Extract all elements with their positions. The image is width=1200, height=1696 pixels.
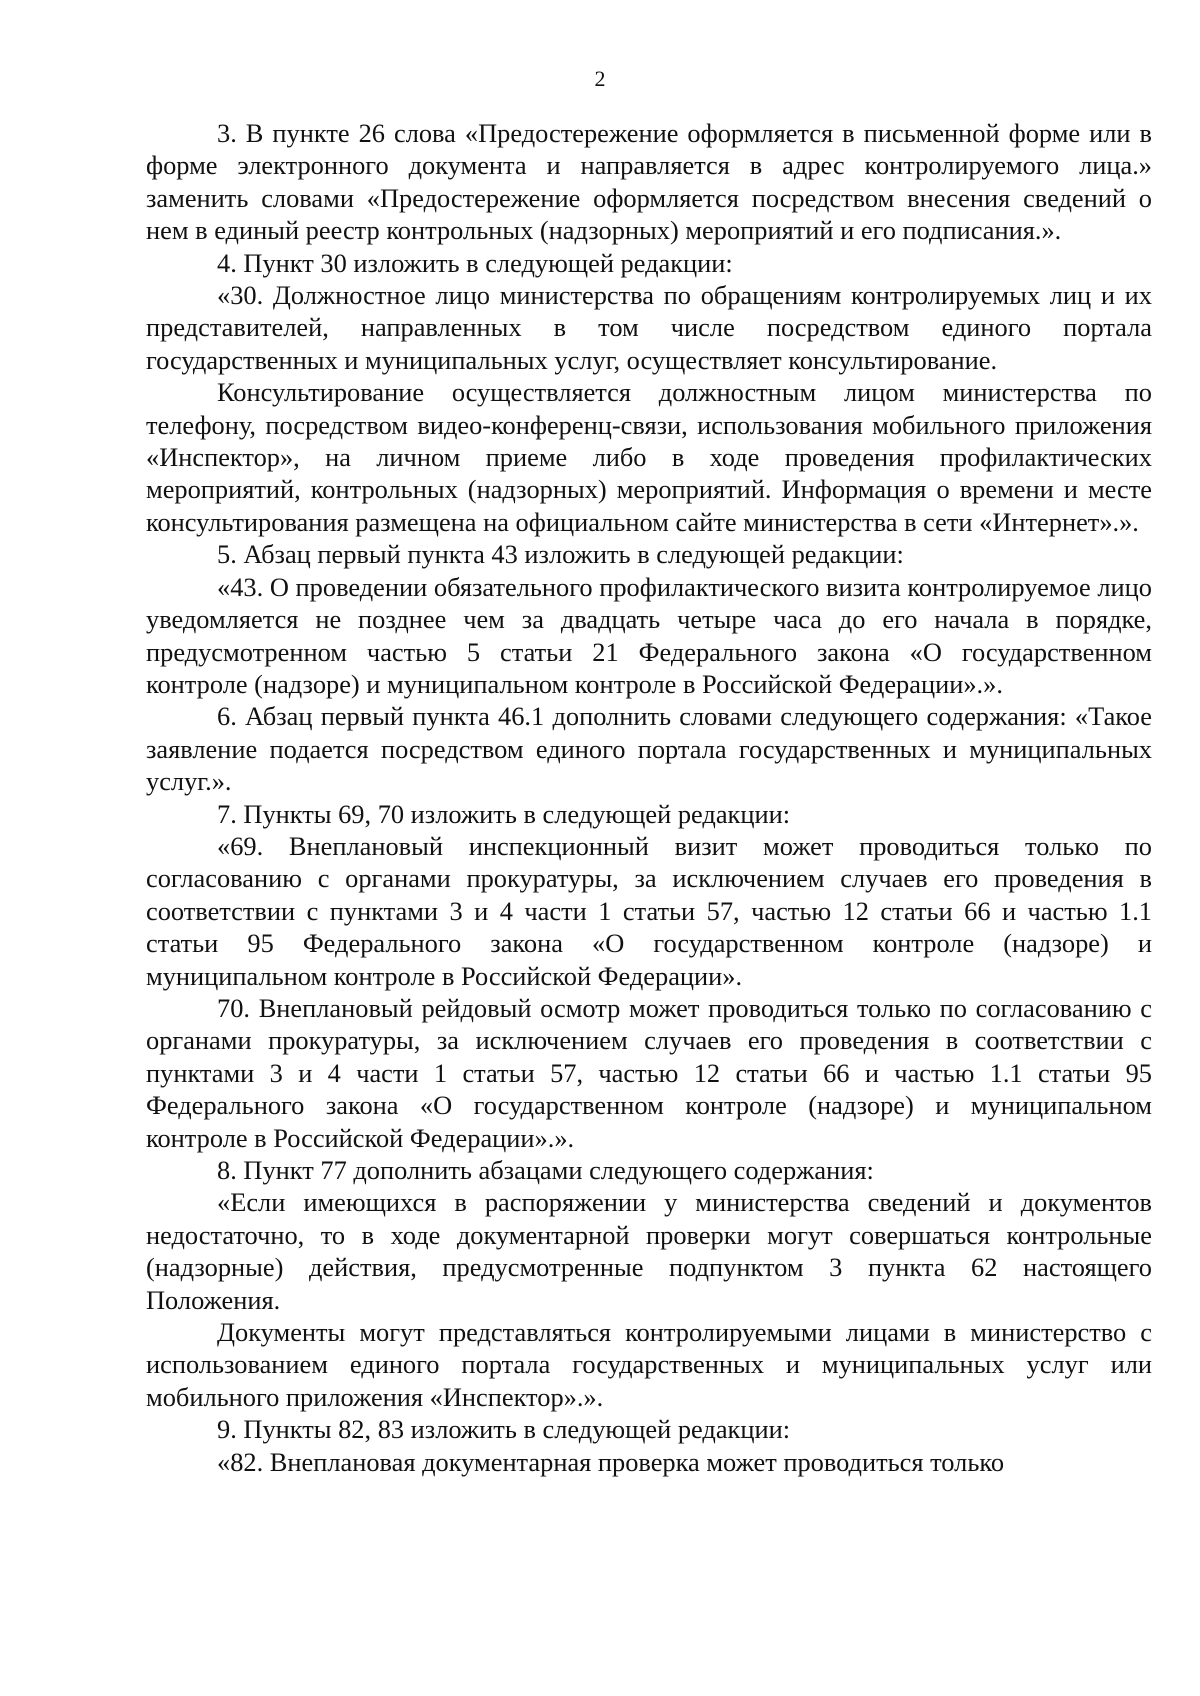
quoted-paragraph-77-addition: «Если имеющихся в распоряжении у министерства сведений и документов недостаточно, то в ходе документарной проверки могут совершаться контрольные (надзорные) действия, предусмотренные подпунктом 3 пункта 62 настоящего Положения. [146,1187,1152,1315]
quoted-paragraph-70: 70. Внеплановый рейдовый осмотр может проводиться только по согласованию с органами прокуратуры, за исключением случаев его проведения в соответствии с пунктами 3 и 4 части 1 статьи 57, частью 12 статьи 66 и частью 1.1 статьи 95 Федерального закона «О государственном контроле (надзоре) и муниципальном контроле в Российской Федерации».». [146,992,1152,1153]
paragraph-item-8: 8. Пункт 77 дополнить абзацами следующего содержания: [217,1155,874,1185]
paragraph-item-6: 6. Абзац первый пункта 46.1 дополнить словами следующего содержания: «Такое заявление подается посредством единого портала государственных и муниципальных услуг.». [146,701,1152,797]
paragraph-item-7: 7. Пункты 69, 70 изложить в следующей редакции: [217,798,791,829]
paragraph-item-5: 5. Абзац первый пункта 43 изложить в следующей редакции: [217,539,904,570]
paragraph-item-4: 4. Пункт 30 изложить в следующей редакции: [217,247,733,278]
page-number: 2 [594,66,606,91]
quoted-paragraph-82: «82. Внеплановая документарная проверка может проводиться только [217,1446,1005,1477]
paragraph-consultation: Консультирование осуществляется должностным лицом министерства по телефону, посредством видео-конференц-связи, использования мобильного приложения «Инспектор», на личном приеме либо в ходе проведения профилактических мероприятий, контрольных (надзорных) мероприятий. Информация о времени и месте консультирования размещена на официальном сайте министерства в сети «Интернет».». [146,377,1152,537]
quoted-paragraph-69: «69. Внеплановый инспекционный визит может проводиться только по согласованию с органами прокуратуры, за исключением случаев его проведения в соответствии с пунктами 3 и 4 части 1 статьи 57, частью 12 статьи 66 и частью 1.1 статьи 95 Федерального закона «О государственном контроле (надзоре) и муниципальном контроле в Российской Федерации». [146,830,1152,991]
quoted-paragraph-43: «43. О проведении обязательного профилактического визита контролируемое лицо уведомляется не позднее чем за двадцать четыре часа до его начала в порядке, предусмотренном частью 5 статьи 21 Федерального закона «О государственном контроле (надзоре) и муниципальном контроле в Российской Федерации».». [146,571,1152,699]
document-body [146,117,1152,1478]
paragraph-documents-submission: Документы могут представляться контролируемыми лицами в министерство с использованием единого портала государственных и муниципальных услуг или мобильного приложения «Инспектор».». [146,1317,1152,1412]
paragraph-item-9: 9. Пункты 82, 83 изложить в следующей редакции: [217,1414,791,1445]
paragraph-item-3: 3. В пункте 26 слова «Предостережение оформляется в письменной форме или в форме электронного документа и направляется в адрес контролируемого лица.» заменить словами «Предостережение оформляется посредством внесения сведений о нем в единый реестр контрольных (надзорных) мероприятий и его подписания.». [146,118,1152,246]
quoted-paragraph-30: «30. Должностное лицо министерства по обращениям контролируемых лиц и их представителей, направленных в том числе посредством единого портала государственных и муниципальных услуг, осуществляет консультирование. [146,280,1152,375]
